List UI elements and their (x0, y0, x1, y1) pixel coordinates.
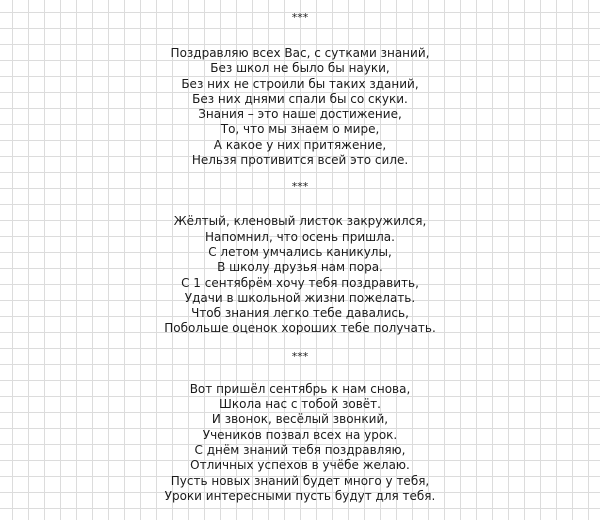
poem-line: Жёлтый, кленовый листок закружился, (173, 214, 427, 229)
stanza-1 (0, 46, 600, 168)
poem-line: С днём знаний тебя поздравляю, (194, 442, 406, 457)
poem-line: А какое у них притяжение, (213, 137, 387, 152)
poem-line: В школу друзья нам пора. (217, 260, 383, 275)
poem-line: Без них не строили бы таких зданий, (181, 76, 419, 91)
stanza-separator: *** (291, 349, 309, 363)
stanza-separator: *** (291, 180, 309, 194)
poem-line: И звонок, весёлый звонкий, (211, 412, 389, 427)
stanza-3 (0, 382, 600, 504)
stanza-2 (0, 214, 600, 336)
poem-line: Без них днями спали бы со скуки. (192, 91, 408, 106)
poem-line: Знания – это наше достижение, (198, 107, 402, 122)
poem-line: Без школ не было бы науки, (210, 61, 390, 76)
poem-line: Учеников позвал всех на урок. (202, 427, 398, 442)
poem-line: Вот пришёл сентябрь к нам снова, (189, 381, 411, 396)
poem-line: Школа нас с тобой зовёт. (219, 397, 381, 412)
poem-line: Поздравляю всех Вас, с сутками знаний, (170, 46, 430, 60)
poem-line: Уроки интересными пусть будут для тебя. (164, 488, 436, 503)
poem-line: То, что мы знаем о мире, (220, 122, 380, 137)
poem-line: С летом умчались каникулы, (208, 244, 392, 259)
poem-line: Нельзя противится всей это силе. (191, 153, 409, 168)
stanza-separator: *** (291, 11, 309, 24)
poem-line: Пусть новых знаний будет много у тебя, (170, 473, 430, 488)
poem-line: Отличных успехов в учёбе желаю. (190, 458, 410, 473)
poem-line: Побольше оценок хороших тебе получать. (164, 321, 436, 336)
poem-line: С 1 сентябрём хочу тебя поздравить, (181, 275, 419, 290)
poem-line: Удачи в школьной жизни пожелать. (184, 290, 416, 305)
poem-line: Чтоб знания легко тебе давались, (191, 306, 409, 321)
poem-line: Напомнил, что осень пришла. (205, 229, 395, 244)
